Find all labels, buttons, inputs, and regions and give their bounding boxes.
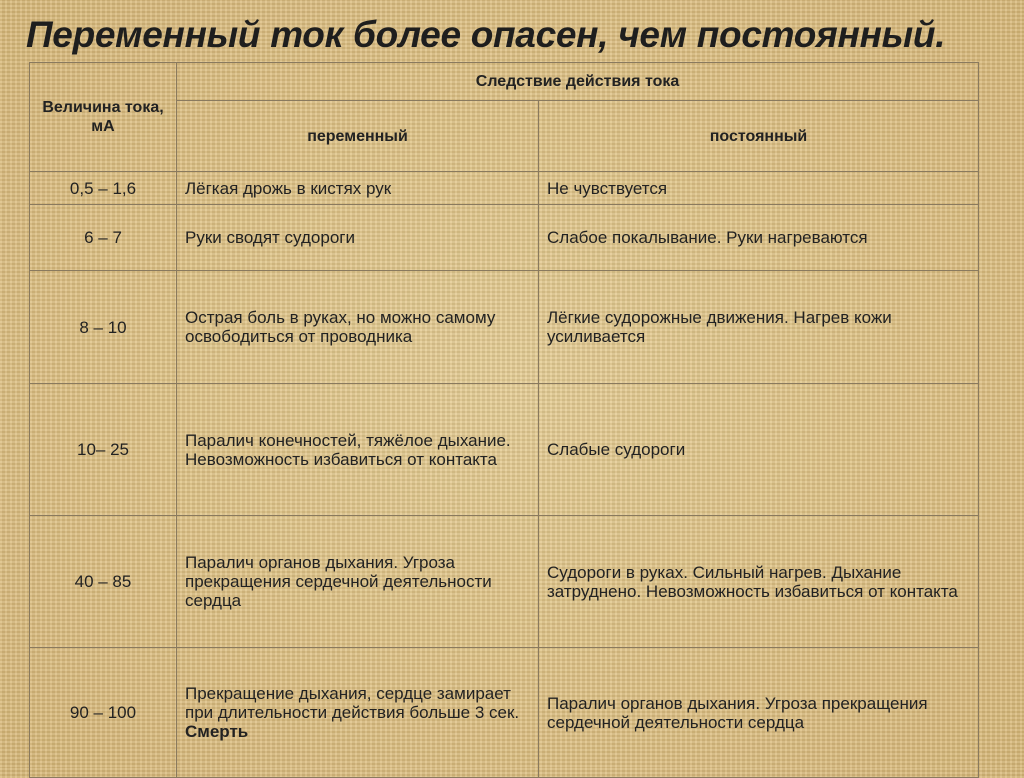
magnitude-cell: 40 – 85 <box>30 516 177 648</box>
dc-effect-cell: Паралич органов дыхания. Угроза прекращения сердечной деятельности сердца <box>539 648 979 778</box>
dc-effect-cell: Слабое покалывание. Руки нагреваются <box>539 205 979 271</box>
table-row <box>30 648 979 778</box>
magnitude-cell: 10– 25 <box>30 384 177 516</box>
magnitude-cell: 6 – 7 <box>30 205 177 271</box>
ac-effect-cell: Острая боль в руках, но можно самому освободиться от проводника <box>177 271 539 384</box>
table-row <box>30 172 979 205</box>
magnitude-cell: 8 – 10 <box>30 271 177 384</box>
dc-effect-cell: Лёгкие судорожные движения. Нагрев кожи усиливается <box>539 271 979 384</box>
ac-effect-cell: Паралич конечностей, тяжёлое дыхание. Невозможность избавиться от контакта <box>177 384 539 516</box>
magnitude-cell: 0,5 – 1,6 <box>30 172 177 205</box>
ac-effect-cell: Паралич органов дыхания. Угроза прекращения сердечной деятельности сердца <box>177 516 539 648</box>
ac-effect-cell: Лёгкая дрожь в кистях рук <box>177 172 539 205</box>
table-row <box>30 516 979 648</box>
header-row-group <box>30 63 979 101</box>
dc-effect-cell: Не чувствуется <box>539 172 979 205</box>
ac-effect-cell: Руки сводят судороги <box>177 205 539 271</box>
current-effects-table <box>29 62 979 778</box>
magnitude-cell: 90 – 100 <box>30 648 177 778</box>
dc-effect-cell: Слабые судороги <box>539 384 979 516</box>
dc-effect-cell: Судороги в руках. Сильный нагрев. Дыхание затруднено. Невозможность избавиться от контакта <box>539 516 979 648</box>
table-row <box>30 205 979 271</box>
effect-group-header: Следствие действия тока <box>177 63 979 101</box>
table-row <box>30 384 979 516</box>
ac-header: переменный <box>177 101 539 172</box>
dc-header: постоянный <box>539 101 979 172</box>
magnitude-header: Величина тока, мА <box>30 63 177 172</box>
ac-effect-text: Прекращение дыхания, сердце замирает при длительности действия больше 3 сек. <box>185 684 520 722</box>
table-row <box>30 271 979 384</box>
ac-effect-cell <box>177 648 539 778</box>
slide-title: Переменный ток более опасен, чем постоянный. <box>26 14 946 55</box>
death-emphasis: Смерть <box>185 722 249 741</box>
